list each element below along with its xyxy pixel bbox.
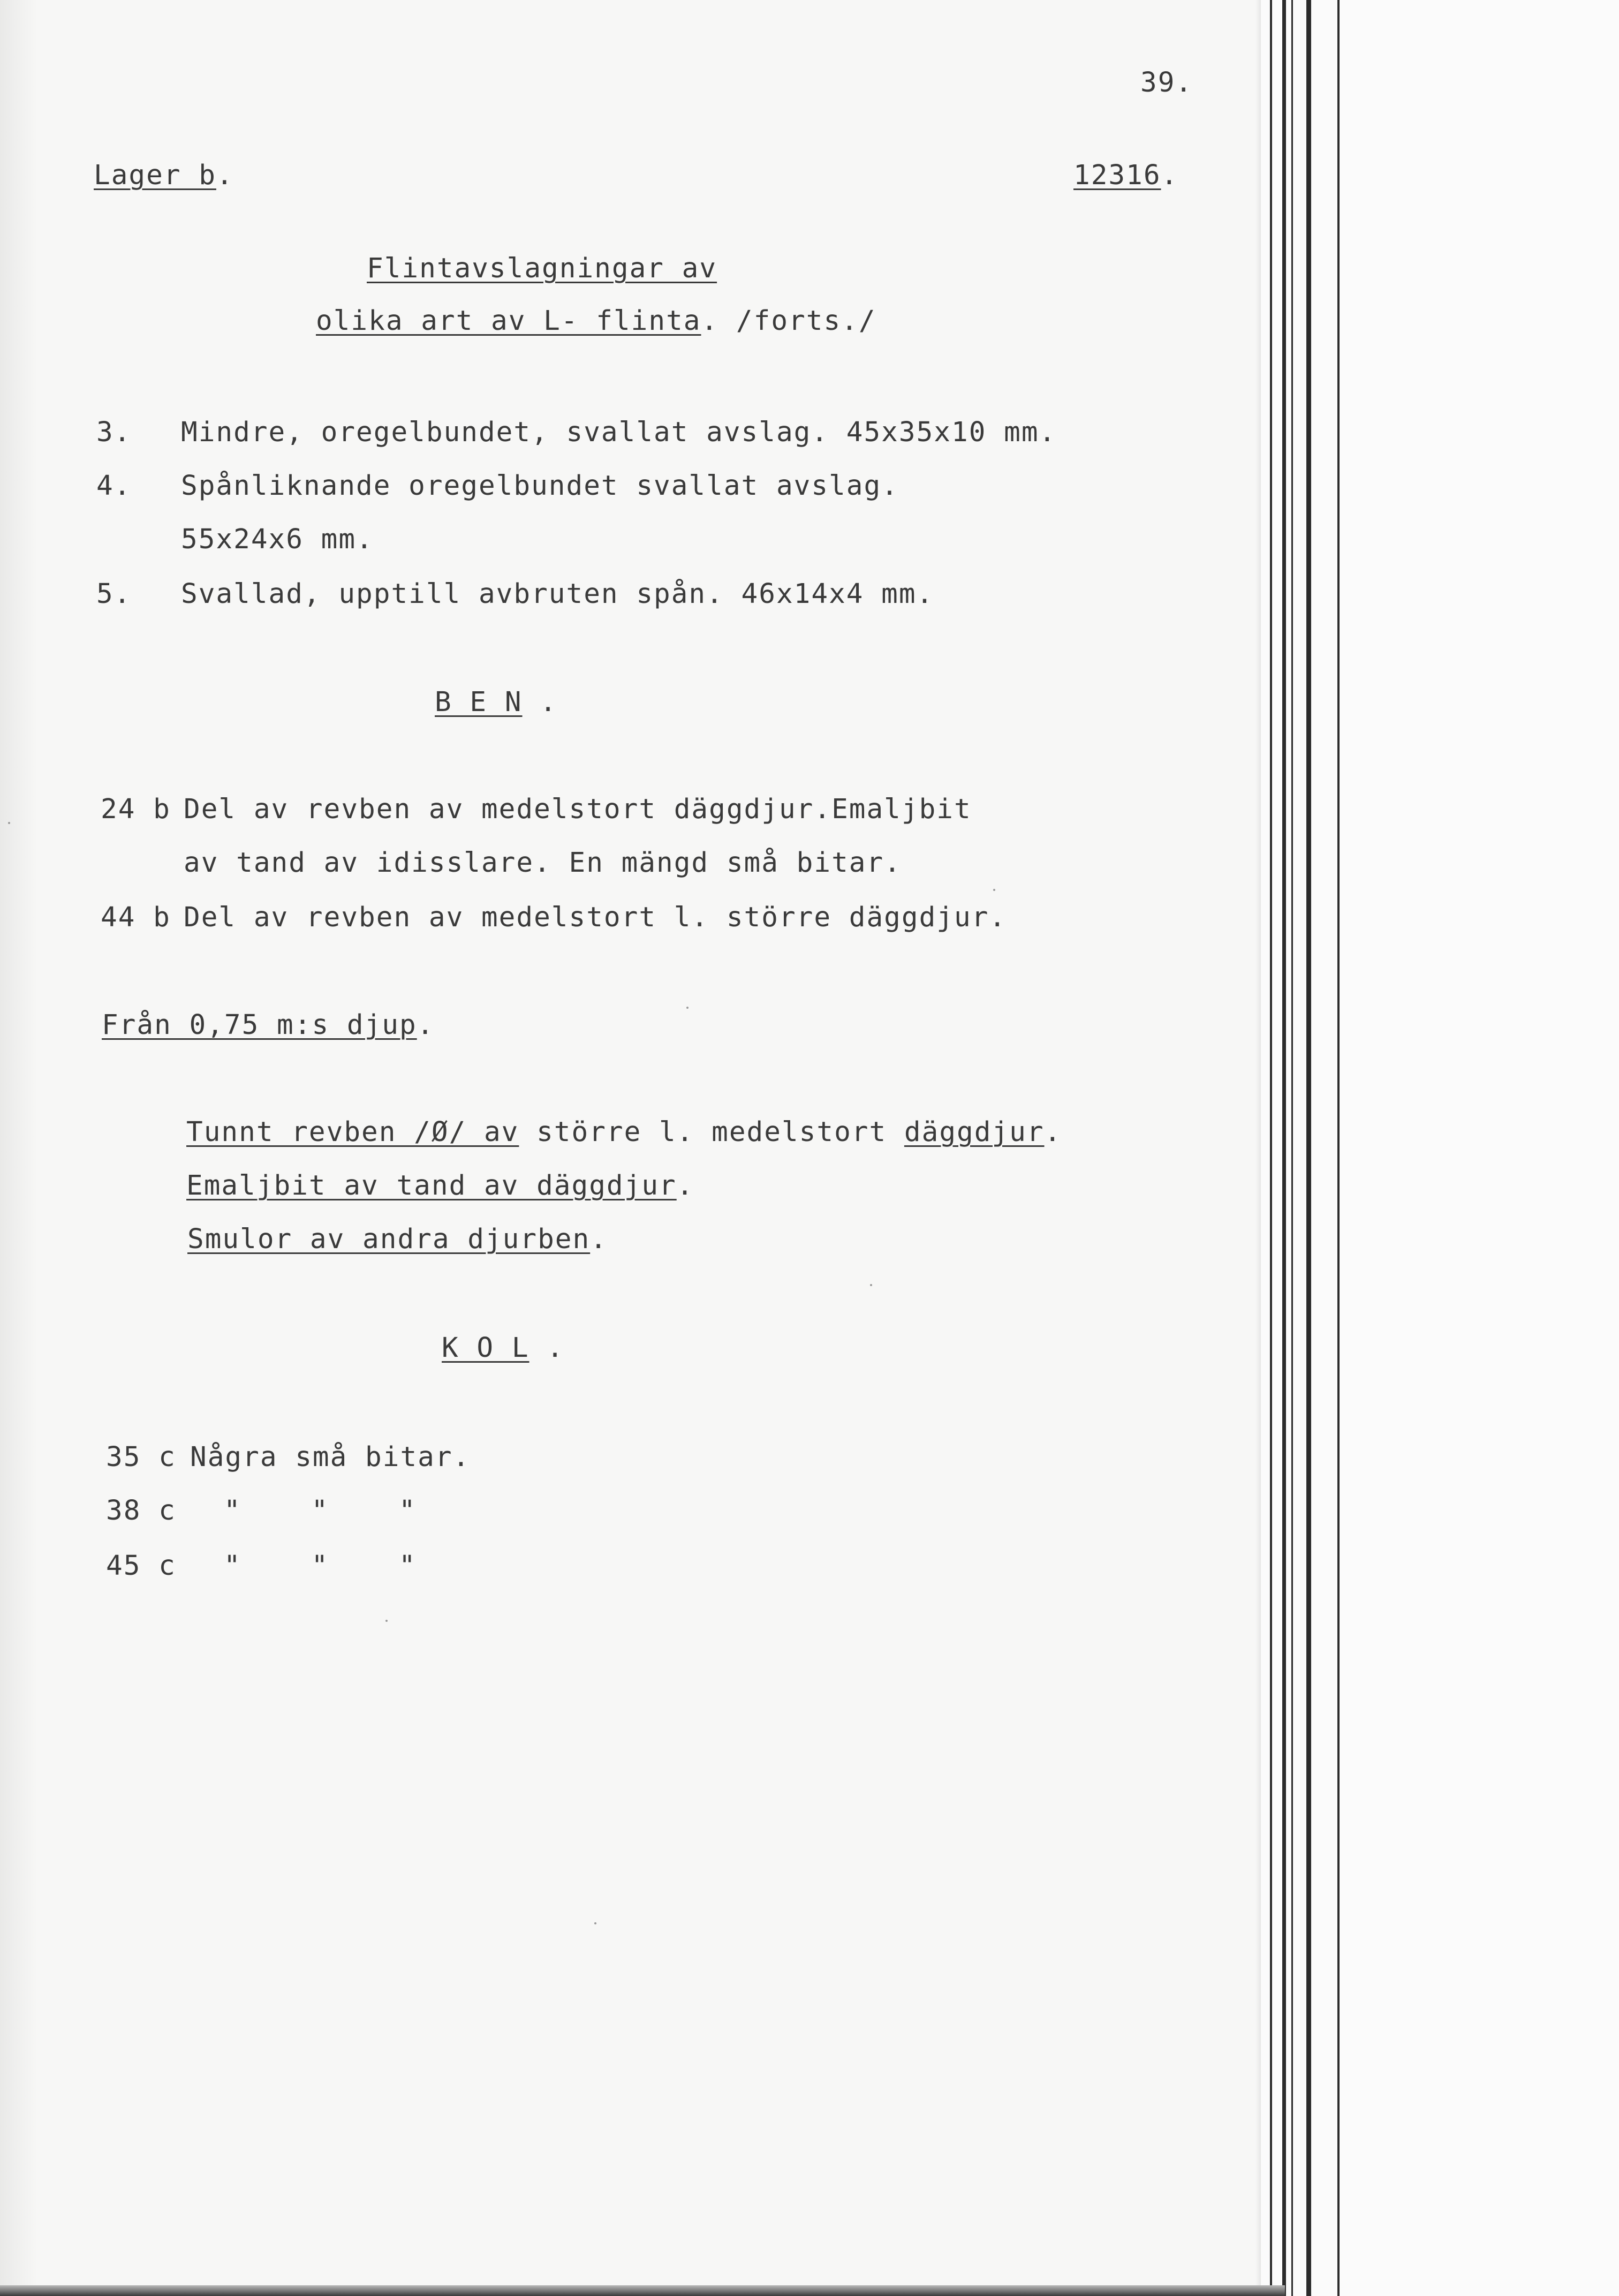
title-line-2-rest: . /forts./ <box>701 305 876 337</box>
ben-item-text: Del av revben av medelstort l. större däggdjur. <box>184 902 1007 933</box>
ben-heading <box>435 686 557 719</box>
page-edge-line <box>1282 0 1286 2296</box>
depth-item-3-part-b: . <box>590 1223 608 1255</box>
title-line-1: Flintavslagningar av <box>367 253 717 284</box>
depth-item-2 <box>186 1170 694 1202</box>
depth-heading-label: Från 0,75 m:s djup <box>102 1009 417 1041</box>
depth-item-2-part-b: . <box>676 1170 694 1202</box>
page-edge-line <box>1306 0 1311 2296</box>
header-layer-label: Lager b <box>94 160 216 191</box>
ben-item-number: 24 b <box>101 794 171 825</box>
depth-item-1 <box>186 1116 1062 1149</box>
depth-item-1-part-a: Tunnt revben /Ø/ av <box>186 1116 519 1148</box>
flint-item-text: 55x24x6 mm. <box>181 524 374 555</box>
paper-speck <box>385 1620 388 1622</box>
ben-heading-label: B E N <box>435 686 523 718</box>
page-edge-line <box>1337 0 1340 2296</box>
catalog-number-suffix: . <box>1161 160 1179 191</box>
paper-speck <box>870 1284 872 1286</box>
kol-item-ditto: " " " <box>224 1495 417 1527</box>
flint-item-text: Mindre, oregelbundet, svallat avslag. 45x35x10 mm. <box>181 417 1057 448</box>
depth-item-2-part-a: Emaljbit av tand av däggdjur <box>186 1170 677 1202</box>
page-number: 39. <box>1140 67 1193 99</box>
depth-heading-suffix: . <box>417 1009 435 1041</box>
ben-item-number: 44 b <box>101 902 171 933</box>
header-left <box>94 160 234 192</box>
flint-item-text: Svallad, upptill avbruten spån. 46x14x4 mm. <box>181 578 934 610</box>
paper-speck <box>993 889 995 891</box>
flint-item-text: Spånliknande oregelbundet svallat avslag. <box>181 470 899 502</box>
header-layer-suffix: . <box>216 160 234 191</box>
ben-heading-suffix: . <box>522 686 557 718</box>
header-right <box>1073 160 1178 192</box>
paper-speck <box>594 1922 596 1924</box>
page-edge-area <box>1261 0 1619 2296</box>
kol-heading-suffix: . <box>529 1332 564 1364</box>
page-edge-line <box>1270 0 1272 2296</box>
kol-item-number: 35 c <box>106 1441 176 1473</box>
depth-item-3 <box>187 1223 608 1256</box>
kol-item-text: Några små bitar. <box>190 1441 471 1473</box>
kol-item-number: 45 c <box>106 1550 176 1582</box>
depth-heading <box>102 1009 434 1041</box>
kol-item-number: 38 c <box>106 1495 176 1527</box>
kol-heading <box>442 1332 564 1364</box>
page-edge-line <box>1291 0 1293 2296</box>
flint-item-number: 5. <box>96 578 132 610</box>
kol-heading-label: K O L <box>442 1332 529 1364</box>
flint-item-number: 4. <box>96 470 132 502</box>
paper-speck <box>686 1007 689 1009</box>
paper-speck <box>8 822 10 824</box>
paper-left-shading <box>0 0 37 2296</box>
catalog-number: 12316 <box>1073 160 1161 191</box>
ben-item-text: av tand av idisslare. En mängd små bitar. <box>184 847 902 879</box>
title-line-2 <box>316 305 876 337</box>
depth-item-1-part-b: större l. medelstort <box>519 1116 904 1148</box>
scan-bottom-edge <box>0 2285 1285 2296</box>
depth-item-1-part-d: . <box>1044 1116 1062 1148</box>
depth-item-3-part-a: Smulor av andra djurben <box>187 1223 591 1255</box>
flint-item-number: 3. <box>96 417 132 448</box>
depth-item-1-part-c: däggdjur <box>904 1116 1045 1148</box>
kol-item-ditto: " " " <box>224 1550 417 1582</box>
title-line-2-underlined: olika art av L- flinta <box>316 305 701 337</box>
ben-item-text: Del av revben av medelstort däggdjur.Emaljbit <box>184 794 972 825</box>
